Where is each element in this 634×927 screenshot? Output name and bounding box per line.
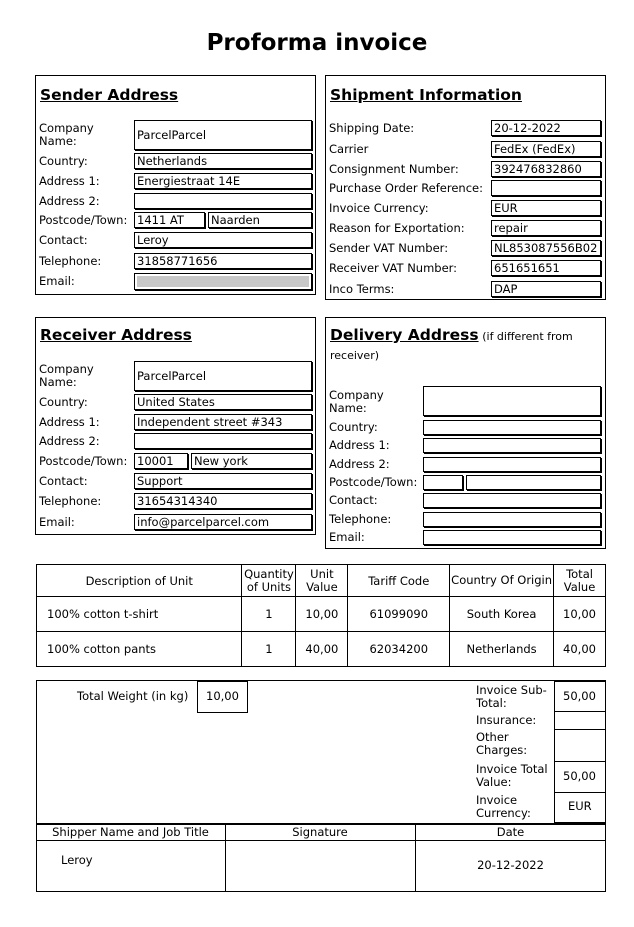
receiver-postcode-field[interactable]: 10001 [134,453,188,469]
receiver-country-field[interactable]: United States [134,394,312,410]
sender-contact-label: Contact: [39,233,88,247]
delivery-address1-field[interactable] [423,438,601,453]
receiver-company-field[interactable]: ParcelParcel [134,361,312,391]
shipment-heading: Shipment Information [330,86,522,104]
sender-address1-label: Address 1: [39,174,100,188]
invoice-total-label: Invoice Total Value: [476,762,548,789]
shipment-label: Carrier [329,142,369,156]
invoice-total-value: 50,00 [563,769,596,783]
shipper-name-header: Shipper Name and Job Title [52,825,209,839]
receiver-address1-field[interactable]: Independent street #343 [134,414,312,430]
sender-town-field[interactable]: Naarden [208,212,312,228]
delivery-heading-block [330,326,602,365]
sender-postcode-town-label: Postcode/Town: [39,213,128,227]
item-description: 100% cotton t-shirt [37,597,242,632]
receiver-heading: Receiver Address [40,326,192,344]
subtotal-value: 50,00 [563,689,596,703]
header-description: Description of Unit [37,565,242,597]
header-country-of-origin: Country Of Origin [450,565,554,597]
shipment-field[interactable] [491,180,601,196]
delivery-heading: Delivery Address [330,326,479,344]
receiver-telephone-label: Telephone: [39,494,102,508]
sender-company-label: Company Name: [39,121,94,148]
shipment-label: Invoice Currency: [329,201,429,215]
header-unit-value: Unit Value [296,565,348,597]
shipment-label: Sender VAT Number: [329,241,449,255]
sender-telephone-field[interactable]: 31858771656 [134,253,312,269]
header-tariff-code: Tariff Code [348,565,450,597]
delivery-town-field[interactable] [466,475,601,490]
items-table [36,564,606,667]
item-quantity: 1 [242,597,296,632]
sender-email-label: Email: [39,274,75,288]
receiver-address2-field[interactable] [134,433,312,449]
item-unit-value: 10,00 [296,597,348,632]
invoice-currency-label: Invoice Currency: [476,793,531,820]
shipment-label: Receiver VAT Number: [329,261,458,275]
shipment-field[interactable]: NL853087556B02 [491,240,601,256]
delivery-address2-label: Address 2: [329,457,390,471]
signature-header: Signature [292,825,348,839]
receiver-town-field[interactable]: New york [191,453,312,469]
shipper-name-value[interactable]: Leroy [61,853,93,867]
sender-email-field[interactable] [134,273,312,290]
shipment-label: Inco Terms: [329,282,395,296]
delivery-country-label: Country: [329,420,378,434]
delivery-address1-label: Address 1: [329,438,390,452]
delivery-email-label: Email: [329,530,365,544]
receiver-postcode-town-label: Postcode/Town: [39,454,128,468]
item-country-of-origin: Netherlands [450,632,554,667]
receiver-contact-label: Contact: [39,474,88,488]
delivery-contact-label: Contact: [329,493,378,507]
delivery-email-field[interactable] [423,530,601,545]
signoff-header-line [36,840,606,841]
shipment-field[interactable]: 20-12-2022 [491,120,601,136]
shipment-field[interactable]: repair [491,220,601,236]
delivery-note: (if different from receiver) [330,330,573,362]
item-total-value: 10,00 [554,597,606,632]
header-total-value: Total Value [554,565,606,597]
shipment-field[interactable]: 392476832860 [491,161,601,177]
delivery-telephone-label: Telephone: [329,512,392,526]
sender-country-field[interactable]: Netherlands [134,153,312,169]
item-country-of-origin: South Korea [450,597,554,632]
sender-address2-field[interactable] [134,193,312,209]
shipment-field[interactable]: 651651651 [491,260,601,276]
sender-heading: Sender Address [40,86,179,104]
delivery-postcode-town-label: Postcode/Town: [329,475,418,489]
item-total-value: 40,00 [554,632,606,667]
signature-field[interactable] [226,842,414,890]
subtotal-label: Invoice Sub-Total: [476,683,547,710]
sender-country-label: Country: [39,154,88,168]
delivery-contact-field[interactable] [423,493,601,508]
shipment-field[interactable]: EUR [491,200,601,216]
receiver-address2-label: Address 2: [39,434,100,448]
insurance-field[interactable] [554,711,606,730]
sender-telephone-label: Telephone: [39,254,102,268]
insurance-label: Insurance: [476,713,537,727]
receiver-company-label: Company Name: [39,362,94,389]
shipment-label: Purchase Order Reference: [329,181,483,195]
receiver-contact-field[interactable]: Support [134,473,312,489]
date-value[interactable]: 20-12-2022 [477,858,544,872]
total-weight-label: Total Weight (in kg) [77,689,189,703]
shipment-label: Shipping Date: [329,121,415,135]
shipment-field[interactable]: FedEx (FedEx) [491,141,601,157]
delivery-postcode-field[interactable] [423,475,463,490]
item-unit-value: 40,00 [296,632,348,667]
item-tariff-code: 62034200 [348,632,450,667]
receiver-email-label: Email: [39,515,75,529]
other-charges-field[interactable] [554,729,606,762]
delivery-country-field[interactable] [423,420,601,435]
receiver-email-field[interactable]: info@parcelparcel.com [134,514,312,530]
sender-company-field[interactable]: ParcelParcel [134,120,312,150]
total-weight-value: 10,00 [206,689,239,703]
receiver-country-label: Country: [39,395,88,409]
sender-postcode-field[interactable]: 1411 AT [134,212,205,228]
item-description: 100% cotton pants [37,632,242,667]
table-row [37,632,606,667]
sender-address2-label: Address 2: [39,194,100,208]
delivery-company-label: Company Name: [329,388,384,415]
table-row [37,597,606,632]
sender-address1-field[interactable]: Energiestraat 14E [134,173,312,189]
sender-contact-field[interactable]: Leroy [134,232,312,248]
date-header: Date [496,825,525,839]
item-tariff-code: 61099090 [348,597,450,632]
delivery-telephone-field[interactable] [423,512,601,527]
delivery-company-field[interactable] [423,386,601,416]
other-charges-label: Other Charges: [476,730,528,757]
items-header-row [37,565,606,597]
delivery-address2-field[interactable] [423,457,601,472]
shipment-label: Consignment Number: [329,162,459,176]
page-title: Proforma invoice [206,30,428,56]
shipment-label: Reason for Exportation: [329,221,465,235]
item-quantity: 1 [242,632,296,667]
redacted-email-block [137,276,309,287]
shipment-field[interactable]: DAP [491,281,601,297]
header-quantity: Quantity of Units [242,565,296,597]
receiver-address1-label: Address 1: [39,415,100,429]
invoice-currency-value: EUR [568,799,592,813]
receiver-telephone-field[interactable]: 31654314340 [134,493,312,509]
